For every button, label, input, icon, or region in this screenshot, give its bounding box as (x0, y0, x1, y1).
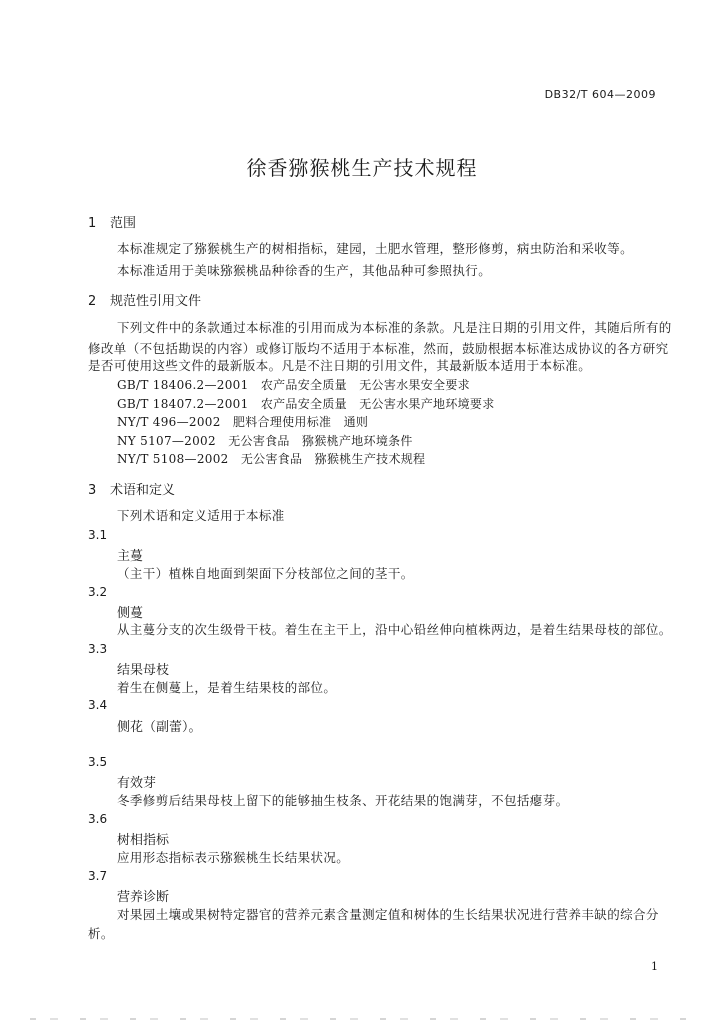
term-name: 主蔓 (117, 549, 144, 564)
term-definition: 从主蔓分支的次生级骨干枝。着生在主干上，沿中心铅丝伸向植株两边，是着生结果母枝的部位。 (117, 622, 672, 637)
section-title: 规范性引用文件 (110, 294, 202, 309)
term-name: 侧蔓 (117, 606, 144, 621)
scope-paragraph: 本标准规定了猕猴桃生产的树相指标，建园，土肥水管理，整形修剪，病虫防治和采收等。 (117, 241, 634, 256)
term-name: 树相指标 (117, 833, 170, 848)
page-number: 1 (651, 960, 658, 973)
term-definition: 对果园土壤或果树特定器官的营养元素含量测定值和树体的生长结果状况进行营养丰缺的综合分 (117, 907, 659, 922)
term-number: 3.6 (88, 812, 108, 826)
term-name: 侧花（副蕾）。 (117, 720, 202, 735)
term-number: 3.4 (88, 698, 108, 712)
reference-item: NY/T 5108—2002 无公害食品 猕猴桃生产技术规程 (117, 452, 426, 466)
term-number: 3.5 (88, 755, 108, 769)
scan-artifact-line (30, 1018, 694, 1020)
section-title: 术语和定义 (110, 483, 176, 498)
document-title: 徐香猕猴桃生产技术规程 (246, 156, 478, 180)
term-name: 有效芽 (117, 776, 157, 791)
term-number: 3.7 (88, 869, 108, 883)
section-heading-normative-references (88, 290, 201, 309)
reference-item: GB/T 18407.2—2001 农产品安全质量 无公害水果产地环境要求 (117, 397, 495, 411)
references-paragraph-line: 下列文件中的条款通过本标准的引用而成为本标准的条款。凡是注日期的引用文件，其随后所有的 (117, 320, 672, 335)
term-definition: 析。 (88, 926, 114, 941)
section-number: 3 (88, 483, 97, 498)
document-code: DB32/T 604—2009 (544, 88, 656, 101)
reference-item: NY 5107—2002 无公害食品 猕猴桃产地环境条件 (117, 434, 413, 448)
references-paragraph-line: 修改单（不包括勘误的内容）或修订版均不适用于本标准，然而，鼓励根据本标准达成协议的各方研究 (88, 341, 669, 356)
section-heading-scope (88, 212, 136, 231)
reference-item: NY/T 496—2002 肥料合理使用标准 通则 (117, 415, 369, 429)
term-definition: 着生在侧蔓上，是着生结果枝的部位。 (117, 680, 337, 695)
scope-paragraph: 本标准适用于美味猕猴桃品种徐香的生产，其他品种可参照执行。 (117, 263, 492, 278)
term-name: 营养诊断 (117, 890, 170, 905)
term-number: 3.1 (88, 528, 108, 542)
section-number: 2 (88, 294, 97, 309)
references-paragraph-line: 是否可使用这些文件的最新版本。凡是不注日期的引用文件，其最新版本适用于本标准。 (88, 358, 592, 373)
term-definition: 冬季修剪后结果母枝上留下的能够抽生枝条、开花结果的饱满芽，不包括瘪芽。 (117, 793, 569, 808)
term-definition: 应用形态指标表示猕猴桃生长结果状况。 (117, 850, 350, 865)
reference-item: GB/T 18406.2—2001 农产品安全质量 无公害水果安全要求 (117, 378, 470, 392)
section-heading-terms-definitions (88, 479, 175, 498)
term-number: 3.2 (88, 585, 108, 599)
section-number: 1 (88, 216, 97, 231)
term-definition: （主干）植株自地面到架面下分枝部位之间的茎干。 (117, 566, 414, 581)
term-name: 结果母枝 (117, 663, 170, 678)
section-title: 范围 (110, 216, 137, 231)
terms-intro: 下列术语和定义适用于本标准 (117, 508, 285, 523)
term-number: 3.3 (88, 642, 108, 656)
